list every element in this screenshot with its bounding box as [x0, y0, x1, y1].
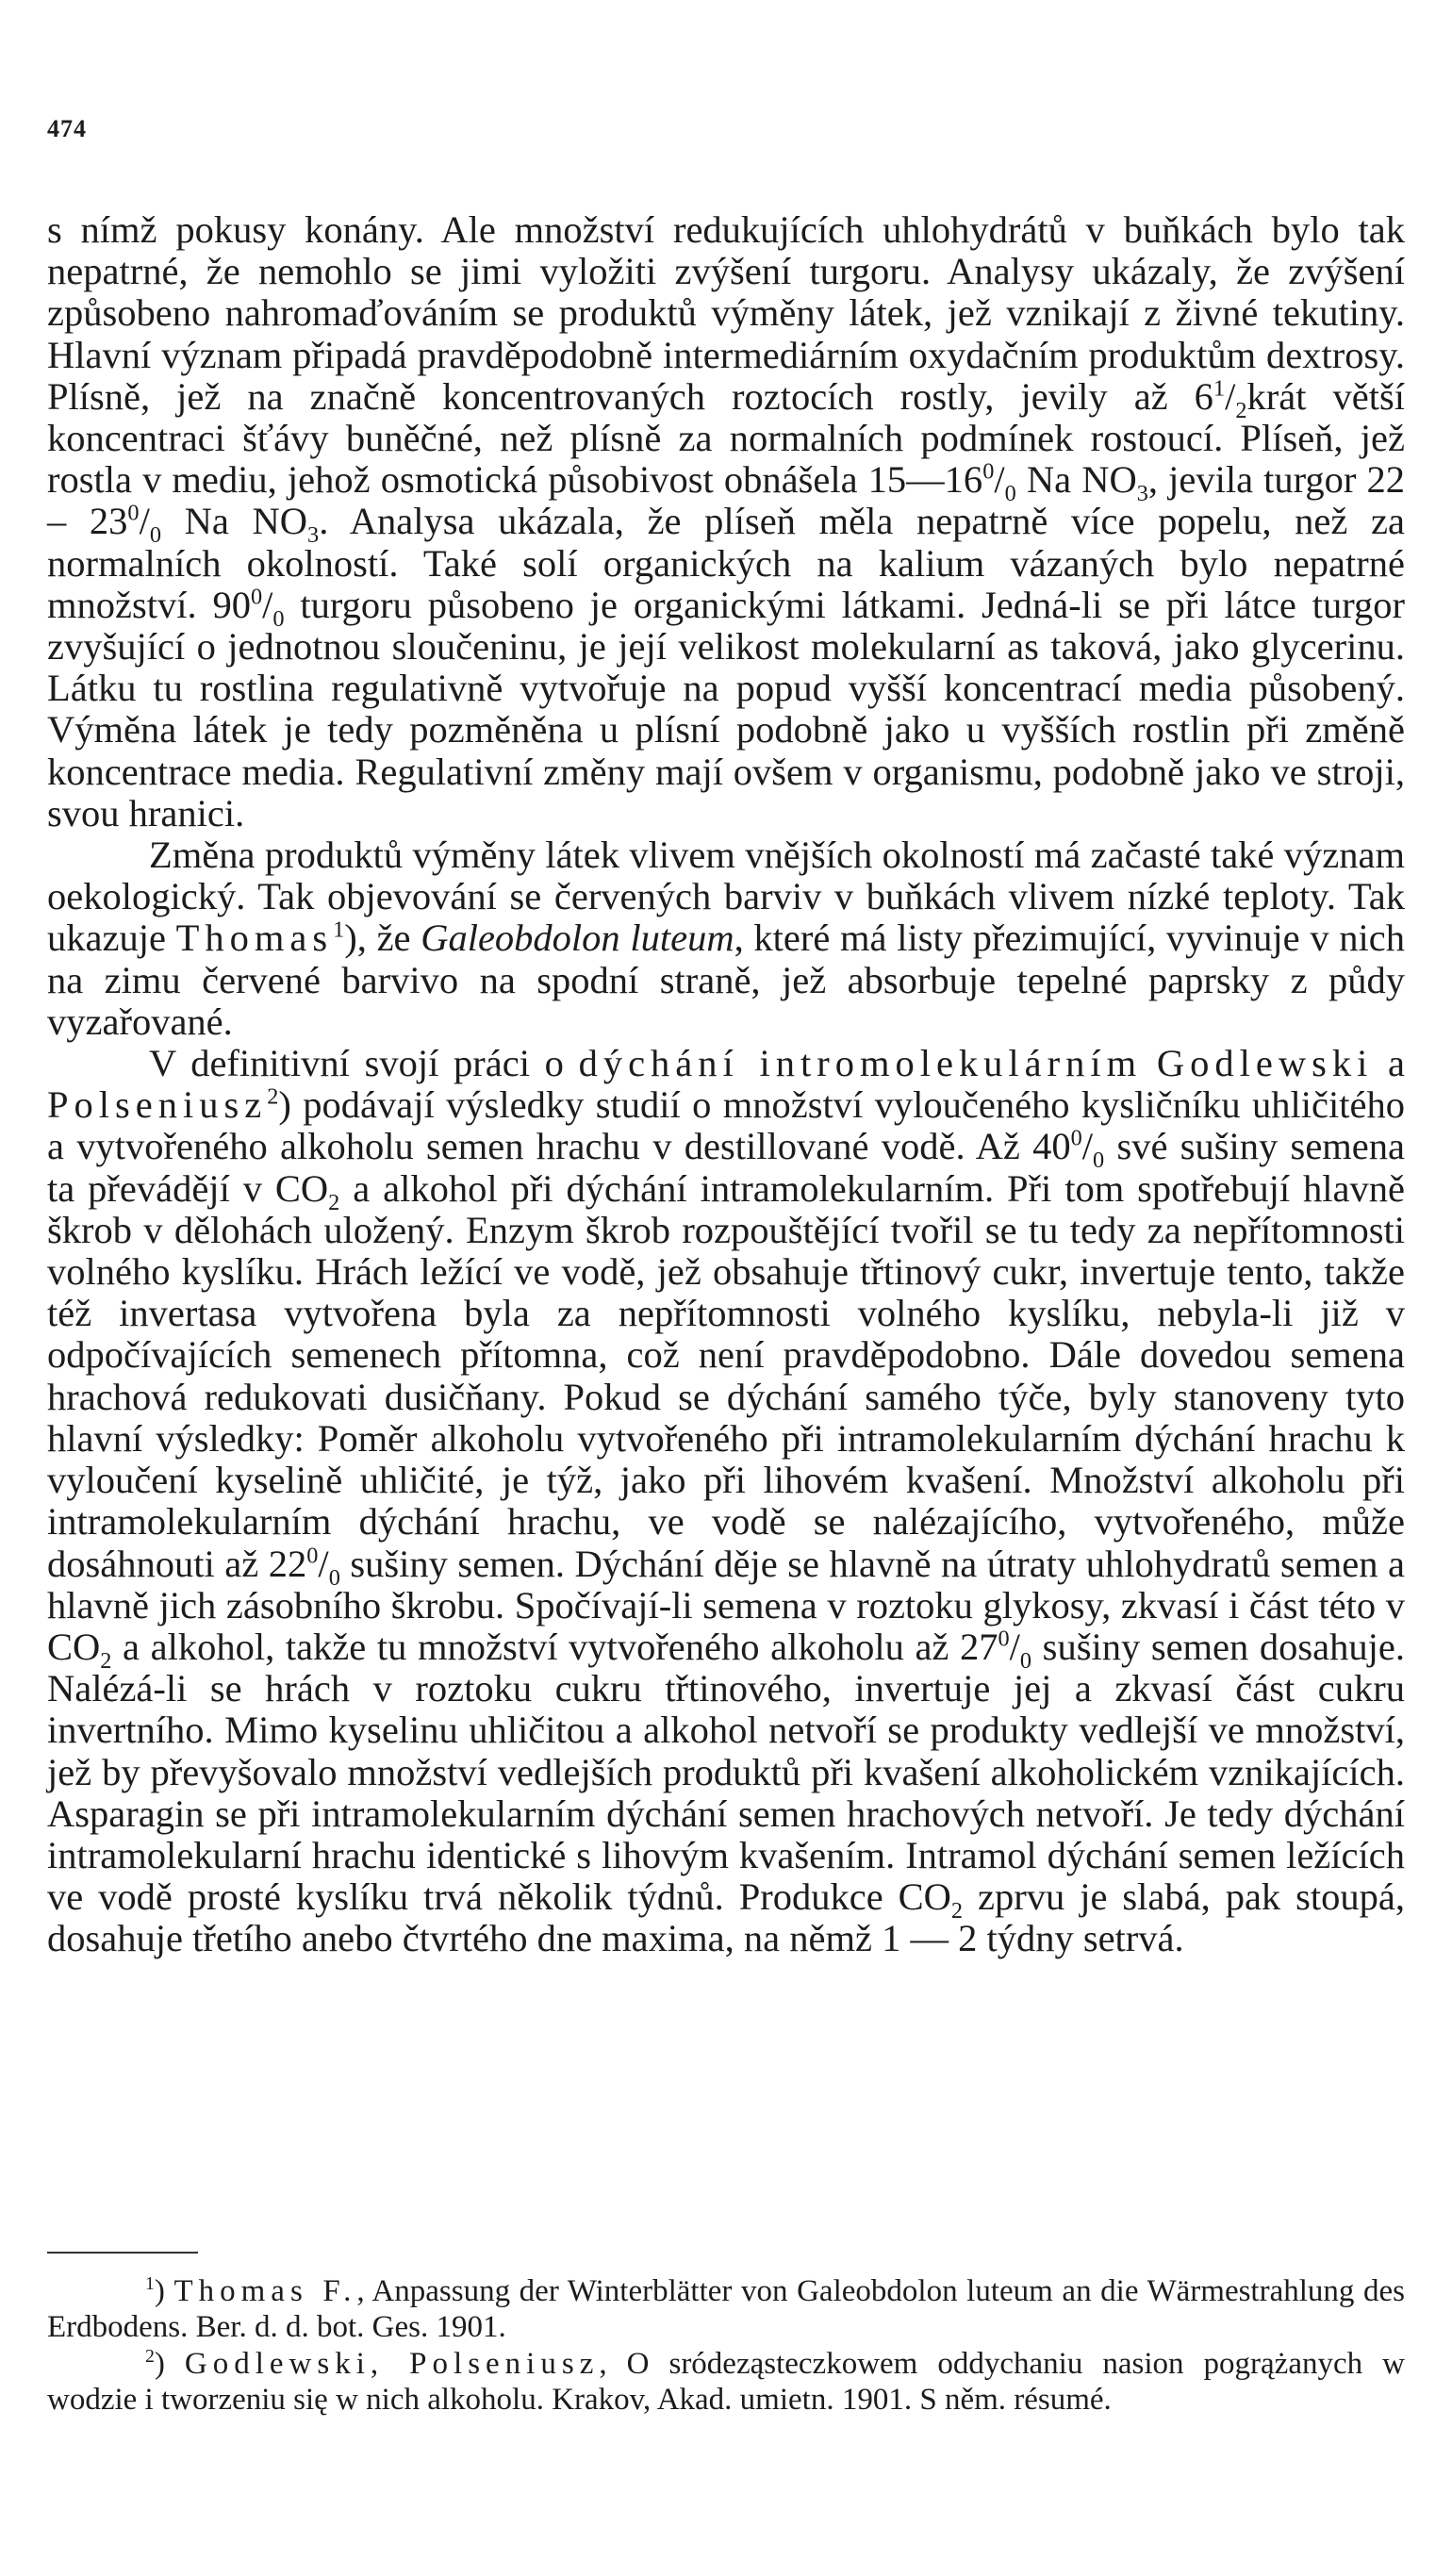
- text-run: Na NO: [1015, 458, 1137, 502]
- text-run: sušiny semen dosahuje. Nalézá-li se hrách v roztoku cukru třtinového, invertuje jej a zkvasí část cukru invertního. Mimo kyselinu uhličitou a alkohol netvoří se produkty vedlejší ve množství, jež by převyšovalo množství vedlejších produktů při kvašení alkoholickém vznikajících. Asparagin se při intramolekularním dýchání semen hrachových netvoří. Je tedy dýchání intramolekularní hrachu identické s lihovým kvašením. Intramol dýchání semen ležících ve vodě prosté kyslíku trvá několik týdnů. Produkce CO: [47, 1625, 1405, 1919]
- text-run: ), že: [344, 916, 421, 960]
- subscript: 2: [100, 1648, 112, 1674]
- subscript: 3: [307, 522, 320, 549]
- spaced-name: Thomas F.: [173, 2274, 357, 2308]
- text-run: /: [139, 500, 150, 543]
- subscript: 0: [328, 1564, 340, 1591]
- text-run: a: [1373, 1042, 1405, 1085]
- footnote: [47, 2347, 1405, 2418]
- subscript: 2: [950, 1898, 964, 1924]
- subscript: 0: [1004, 481, 1016, 507]
- spaced-name: Godlewski: [1156, 1042, 1374, 1085]
- text-run: sušiny semen. Dýchání děje se hlavně na útraty uhlohydratů semen a hlavně jich zásobního škrobu. Spočívají-li semena v roztoku glykosy, zkvasí i část této v CO: [47, 1542, 1405, 1668]
- subscript: 0: [272, 605, 285, 632]
- paragraph: [47, 209, 1405, 834]
- spaced-name: Godlewski, Polseniusz: [184, 2347, 600, 2381]
- text-run: ): [154, 2274, 174, 2308]
- spaced-name: dýchání intromolekulárním: [578, 1042, 1143, 1085]
- footnote-divider: [47, 2252, 198, 2254]
- subscript: 2: [1235, 397, 1247, 423]
- superscript: 0: [1070, 1125, 1082, 1151]
- text-run: /: [1081, 1125, 1094, 1168]
- superscript: 1: [333, 916, 345, 943]
- text-run: [1142, 1042, 1157, 1084]
- text-run: , jevila turgor 22 – 23: [47, 458, 1405, 543]
- paragraph: [47, 1043, 1405, 1959]
- text-run: , Anpassung der Winterblätter von Galeobdolon luteum an die Wärmestrahlung des Erdbodens. Ber. d. d. bot. Ges. 1901.: [47, 2274, 1405, 2344]
- text-run: , které má listy přezimující, vyvinuje v nich na zimu červené barvivo na spodní straně, jež absorbuje tepelné paprsky z půdy vyzařované.: [47, 916, 1405, 1043]
- text-run: /: [994, 458, 1005, 502]
- footnote: [47, 2274, 1405, 2345]
- text-run: V definitivní svojí práci o: [149, 1042, 579, 1085]
- superscript: 0: [306, 1543, 319, 1568]
- text-run: a alkohol při dýchání intramolekularním. Při tom spotřebují hlavně škrob v dělohách uložený. Enzym škrob rozpouštějící tvořil se tu tedy za nepřítomnosti volného kyslíku. Hrách ležící ve vodě, jež obsahuje třtinový cukr, invertuje tento, takže též invertasa vytvořena byla za nepřítomnosti volného kyslíku, nebyla-li již v odpočívajících semenech přítomna, což není pravděpodobno. Dále dovedou semena hrachová redukovati dusičňany. Pokud se dýchání samého týče, byly stanoveny tyto hlavní výsledky: Poměr alkoholu vytvořeného při intramolekularním dýchání hrachu k vyloučení kyselině uhličité, je týž, jako při lihovém kvašení. Množství alkoholu při intramolekularním dýchání hrachu, ve vodě se nalézajícího, vytvořeného, může dosáhnouti až 22: [47, 1166, 1405, 1585]
- text-run: ): [154, 2347, 185, 2381]
- superscript: 0: [127, 500, 140, 526]
- text-run: a alkohol, takže tu množství vytvořeného alkoholu až 27: [111, 1625, 998, 1668]
- subscript: 2: [328, 1189, 340, 1215]
- italic-term: Galeobdolon luteum: [421, 916, 734, 960]
- text-run: zprvu je slabá, pak stoupá, dosahuje třetího anebo čtvrtého dne maxima, na němž 1 — 2 týdny setrvá.: [47, 1875, 1405, 1960]
- spaced-name: Polseniusz: [47, 1083, 268, 1127]
- text-run: krát větší koncentraci šťávy buněčné, než plísně za normalních podmínek rostoucí. Plíseň, jež rostla v mediu, jehož osmotická působivost obnášela 15—16: [47, 374, 1405, 502]
- superscript: 0: [982, 458, 995, 485]
- superscript: 2: [267, 1083, 279, 1110]
- text-run: Na NO: [161, 500, 308, 543]
- superscript: 1: [145, 2273, 155, 2294]
- spaced-name: Thomas: [175, 916, 334, 960]
- text-run: /: [1225, 374, 1236, 418]
- subscript: 3: [1136, 481, 1148, 507]
- subscript: 0: [1093, 1148, 1105, 1174]
- superscript: 0: [250, 584, 263, 610]
- subscript: 0: [149, 522, 161, 549]
- page-number: 474: [47, 115, 87, 142]
- text-run: . Analysa ukázala, že plíseň měla nepatrně více popelu, než za normalních okolností. Také solí organických na kalium vázaných bylo nepatrné množství. 90: [47, 500, 1405, 626]
- text-run: turgoru působeno je organickými látkami. Jedná-li se při látce turgor zvyšující o jednotnou sloučeninu, je její velikost molekularní as taková, jako glycerinu. Látku tu rostlina regulativně vytvořuje na popud vyšší koncentrací media působený. Výměna látek je tedy pozměněna u plísní podobně jako u vyšších rostlin při změně koncentrace media. Regulativní změny mají ovšem v organismu, podobně jako ve stroji, svou hranici.: [47, 583, 1405, 834]
- superscript: 2: [145, 2346, 155, 2367]
- superscript: 1: [1213, 375, 1226, 402]
- superscript: 0: [998, 1626, 1010, 1652]
- text-run: /: [318, 1542, 329, 1585]
- subscript: 0: [1019, 1648, 1032, 1674]
- text-run: /: [262, 583, 273, 626]
- text-run: /: [1009, 1625, 1020, 1668]
- text-run: Změna produktů výměny látek vlivem vnějších okolností má začasté také význam oekologický. Tak objevování se červených barviv v buňkách vlivem nízké teploty. Tak ukazuje: [47, 834, 1405, 960]
- text-run: , O sródeząsteczkowem oddychaniu nasion pogrążanych w wodzie i tworzeniu się w nich alkoholu. Krakov, Akad. umietn. 1901. S něm. résumé.: [47, 2347, 1405, 2417]
- paragraph: [47, 834, 1405, 1043]
- footnotes: [47, 2274, 1405, 2419]
- text-run: své sušiny semena ta převádějí v CO: [47, 1125, 1405, 1210]
- body-text: [47, 209, 1405, 1960]
- text-run: ) podávají výsledky studií o množství vyloučeného kysličníku uhličitého a vytvořeného alkoholu semen hrachu v destillované vodě. Až 40: [47, 1083, 1405, 1168]
- text-run: s nímž pokusy konány. Ale množství redukujících uhlohydrátů v buňkách bylo tak nepatrné, že nemohlo se jimi vyložiti zvýšení turgoru. Analysy ukázaly, že zvýšení způsobeno nahromaďováním se produktů výměny látek, jež vznikají z živné tekutiny. Hlavní význam připadá pravděpodobně intermediárním oxydačním produktům dextrosy. Plísně, jež na značně koncentrovaných roztocích rostly, jevily až 6: [47, 208, 1405, 418]
